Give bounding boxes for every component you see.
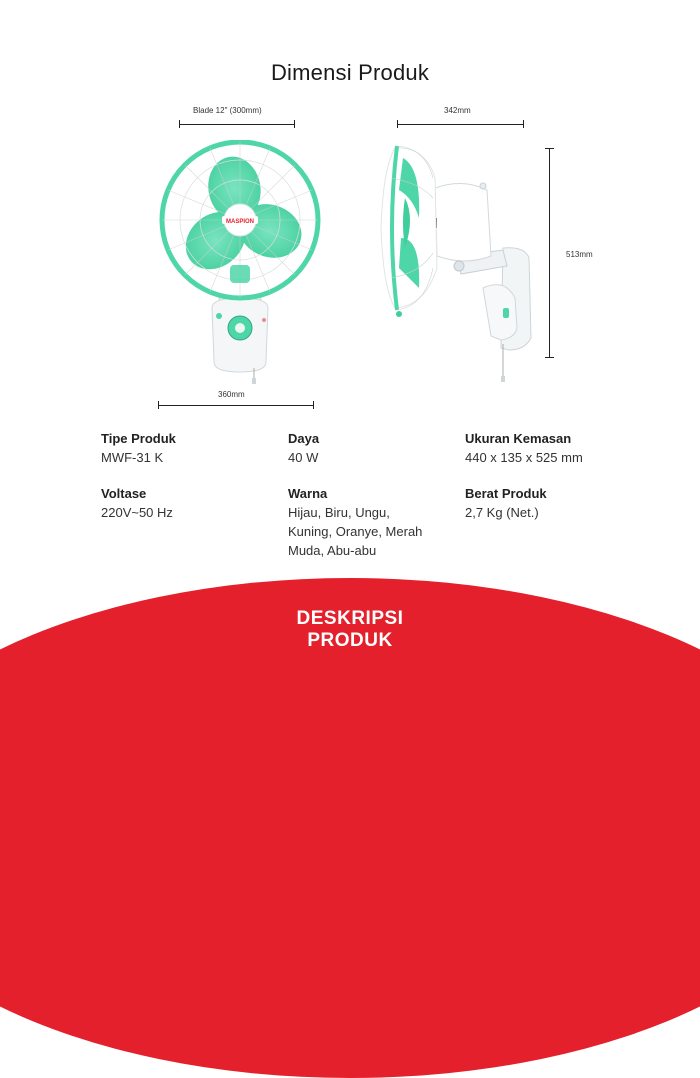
banner-line-1: DESKRIPSI bbox=[296, 608, 404, 629]
spec-label: Voltase bbox=[101, 486, 147, 501]
depth-label: 342mm bbox=[444, 106, 471, 115]
spec-value-line: Kuning, Oranye, Merah bbox=[288, 524, 423, 539]
blade-dimension-line bbox=[179, 124, 295, 125]
fan-side-view-illustration bbox=[375, 138, 545, 383]
spec-value: 220V~50 Hz bbox=[101, 505, 173, 520]
height-dimension-tick-bottom bbox=[545, 357, 554, 358]
height-label: 513mm bbox=[566, 250, 593, 259]
blade-size-label: Blade 12" (300mm) bbox=[193, 106, 262, 115]
spec-value: 2,7 Kg (Net.) bbox=[465, 505, 539, 520]
description-banner bbox=[0, 578, 700, 1078]
spec-colors bbox=[288, 484, 422, 560]
spec-label: Tipe Produk bbox=[101, 431, 176, 446]
spec-label: Berat Produk bbox=[465, 486, 547, 501]
spec-label: Warna bbox=[288, 486, 328, 501]
spec-value: 40 W bbox=[288, 450, 319, 465]
page-title: Dimensi Produk bbox=[270, 60, 430, 85]
depth-dimension-line bbox=[397, 124, 524, 125]
fan-front-view-illustration bbox=[150, 140, 330, 385]
height-dimension-tick-top bbox=[545, 148, 554, 149]
spec-package-size bbox=[465, 429, 583, 467]
height-dimension-line bbox=[549, 148, 550, 358]
banner-line-2: PRODUK bbox=[307, 630, 393, 651]
width-dimension-line bbox=[158, 405, 314, 406]
spec-product-type bbox=[101, 429, 176, 467]
spec-power bbox=[288, 429, 319, 467]
spec-weight bbox=[465, 484, 547, 522]
spec-value: MWF-31 K bbox=[101, 450, 164, 465]
spec-voltage bbox=[101, 484, 173, 522]
spec-value-line: Hijau, Biru, Ungu, bbox=[288, 505, 390, 520]
spec-value: 440 x 135 x 525 mm bbox=[465, 450, 583, 465]
blade-dimension-tick-left bbox=[179, 120, 180, 128]
depth-dimension-tick-right bbox=[523, 120, 524, 128]
blade-dimension-tick-right bbox=[294, 120, 295, 128]
spec-value-line: Muda, Abu-abu bbox=[288, 543, 377, 558]
description-banner-title[interactable] bbox=[0, 608, 700, 652]
width-dimension-tick-left bbox=[158, 401, 159, 409]
depth-dimension-tick-left bbox=[397, 120, 398, 128]
width-label: 360mm bbox=[218, 390, 245, 399]
spec-label: Daya bbox=[288, 431, 320, 446]
maspion-logo: MASPION bbox=[225, 219, 255, 225]
width-dimension-tick-right bbox=[313, 401, 314, 409]
spec-label: Ukuran Kemasan bbox=[465, 431, 572, 446]
